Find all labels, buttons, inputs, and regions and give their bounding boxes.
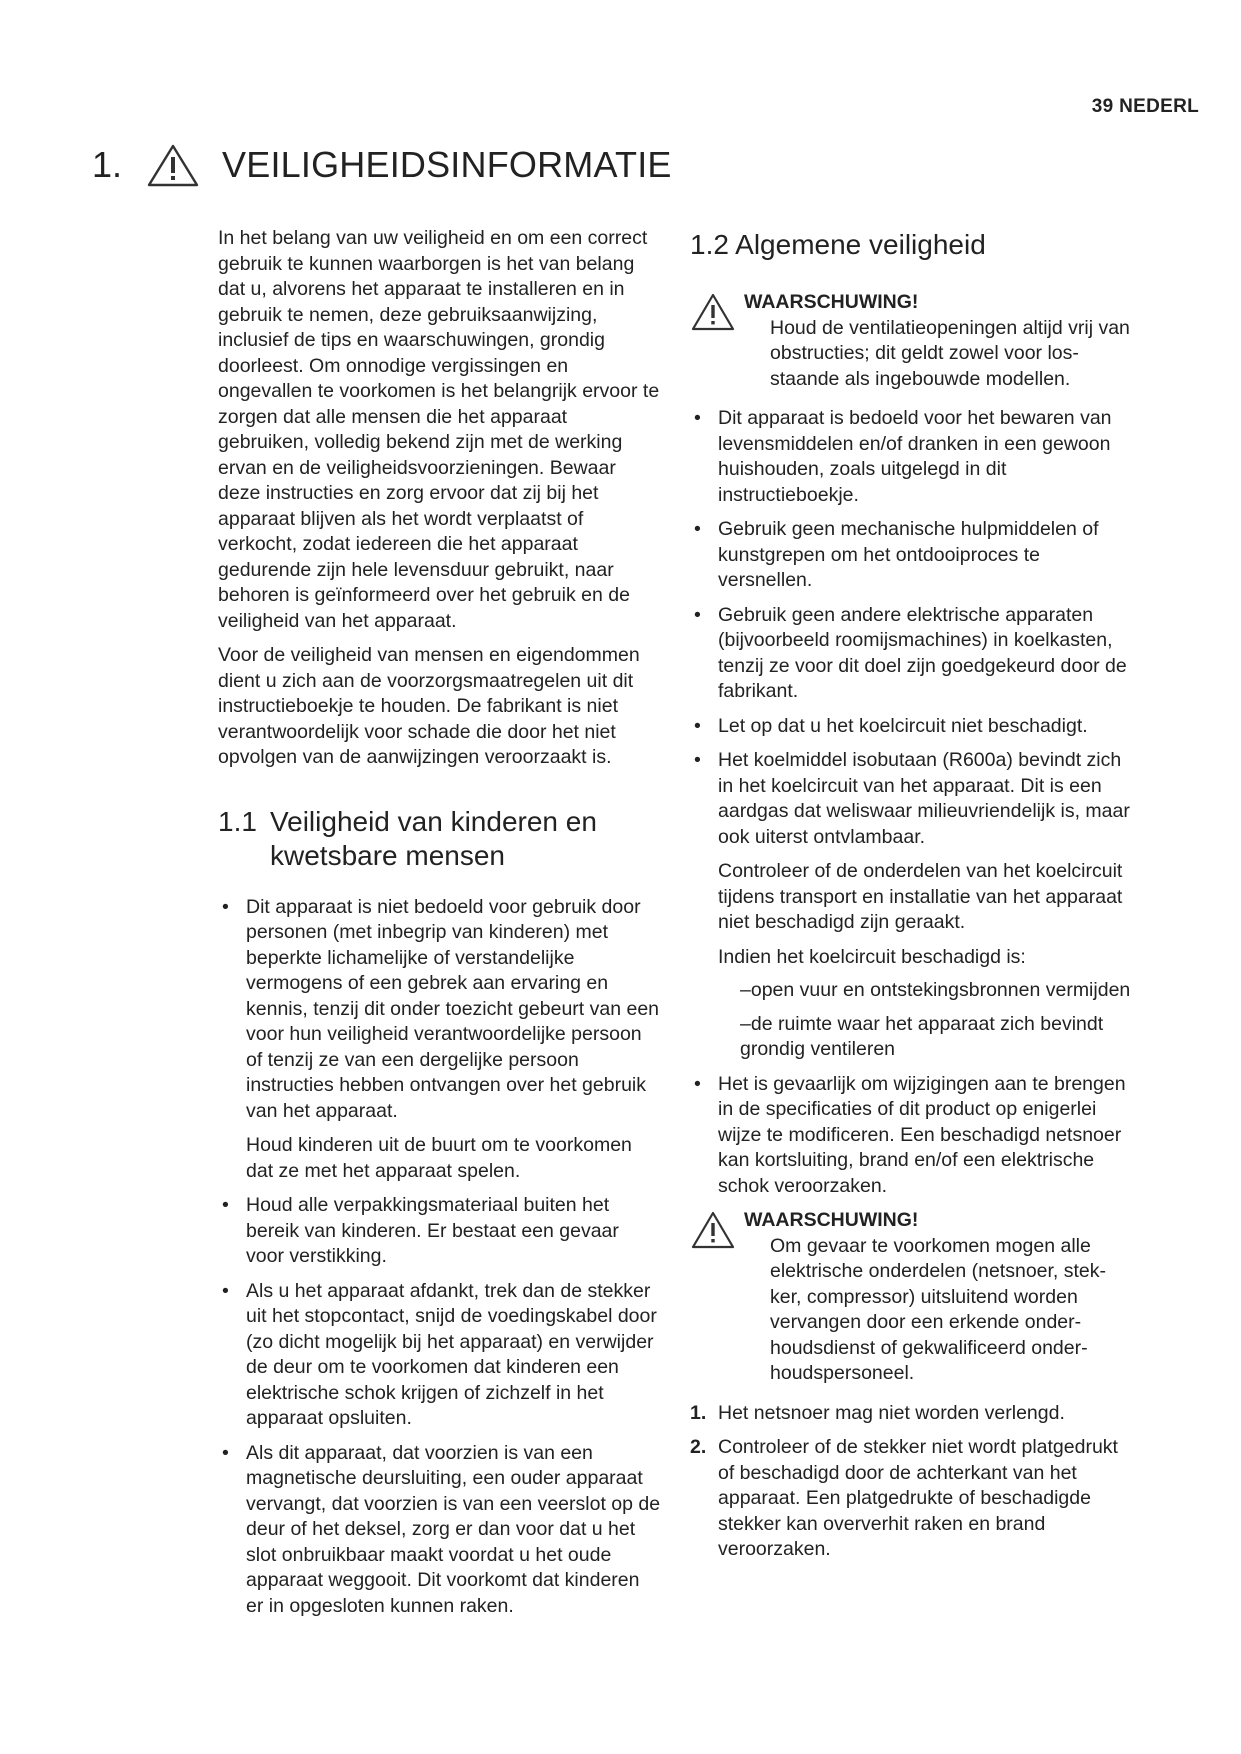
list-item: • Gebruik geen mechanische hulpmiddelen of kunstgrepen om het ontdooiproces te versnellen.	[690, 517, 1132, 594]
right-column	[690, 228, 1132, 1572]
intro-paragraph: Voor de veiligheid van mensen en eigendommen dient u zich aan de voorzorgsmaatregelen uit dit instructieboekje te houden. De fabrikant is niet verantwoordelijk voor schade die door het niet opvolgen van de aanwijzingen veroorzaakt is.	[218, 644, 640, 768]
numbered-item	[690, 1435, 1132, 1563]
warning-box	[690, 1208, 1132, 1387]
intro-paragraph: In het belang van uw veiligheid en om een correct gebruik te kunnen waarborgen is het van belang dat u, alvorens het apparaat te installeren en in gebruik te nemen, deze gebruiksaanwijzing, inclusief de tips en waarschuwingen, grondig doorleest. Om onnodige vergissingen en ongevallen te voorkomen is het belangrijk ervoor te zorgen dat alle mensen die het apparaat gebruiken, volledig bekend zijn met de werking ervan en de veiligheidsvoorzieningen. Bewaar deze instructies en zorg ervoor dat zij bij het apparaat blijven als het wordt verplaatst of verkocht, zodat iedereen die het apparaat gedurende zijn hele levensduur gebruikt, naar behoren is geïnformeerd over het gebruik en de veiligheid van het apparaat.	[218, 227, 660, 632]
list-item-subtext: Controleer of de onderdelen van het koelcircuit tijdens transport en installatie van het apparaat niet beschadigd zijn geraakt.	[718, 860, 1123, 933]
list-item: • Als dit apparaat, dat voorzien is van een magnetische deursluiting, een ouder apparaat vervangt, dat voorzien is van een veerslot op de deur of het deksel, zorg er dan voor dat u het slot onbruikbaar maakt voordat u het oude apparaat weggooit. Dit voorkomt dat kinderen er in opgesloten kunnen raken.	[218, 1441, 662, 1620]
chapter-number: 1.	[92, 144, 123, 185]
item-text: Controleer of de stekker niet wordt platgedrukt of beschadigd door de achterkant van het apparaat. Een platgedrukte of beschadigde stekker kan oververhit raken en brand veroorzaken.	[718, 1436, 1118, 1560]
warning-triangle-icon	[690, 1210, 736, 1250]
list-item: • Houd alle verpakkingsmateriaal buiten het bereik van kinderen. Er bestaat een gevaar voor verstikking.	[218, 1193, 662, 1270]
numbered-item	[690, 1401, 1132, 1427]
section-heading: 1.2 Algemene veiligheid	[690, 229, 986, 260]
section-heading	[218, 805, 662, 873]
section-number: 1.1	[218, 805, 257, 837]
warning-text: Houd de ventilatieopeningen altijd vrij van obstructies; dit geldt zowel voor los- staande als ingebouwde modellen.	[770, 316, 1130, 390]
list-item-subtext: Houd kinderen uit de buurt om te voorkomen dat ze met het apparaat spelen.	[246, 1134, 632, 1182]
list-item: • Dit apparaat is bedoeld voor het bewaren van levensmiddelen en/of dranken in een gewoon huishouden, zoals uitgelegd in dit instructieboekje.	[690, 406, 1132, 508]
warning-title: WAARSCHUWING!	[744, 1209, 919, 1231]
list-item	[218, 895, 662, 1185]
chapter-title	[92, 142, 672, 188]
dash-item: –open vuur en ontstekingsbronnen vermijden	[740, 979, 1131, 1001]
list-item: • Het is gevaarlijk om wijzigingen aan te brengen in de specificaties of dit product op enigerlei wijze te modificeren. Een beschadigd netsnoer kan kortsluiting, brand en/of een elektrische schok veroorzaken.	[690, 1072, 1132, 1200]
list-item: • Gebruik geen andere elektrische apparaten (bijvoorbeeld roomijsmachines) in koelkasten, tenzij ze voor dit doel zijn goedgekeurd door de fabrikant.	[690, 603, 1132, 705]
dash-item: –de ruimte waar het apparaat zich bevindt grondig ventileren	[740, 1012, 1104, 1060]
chapter-heading: VEILIGHEIDSINFORMATIE	[222, 144, 672, 185]
list-item: • Let op dat u het koelcircuit niet beschadigt.	[690, 714, 1132, 740]
list-item: • Als u het apparaat afdankt, trek dan de stekker uit het stopcontact, snijd de voedingskabel door (zo dicht mogelijk bij het apparaat) en verwijder de deur om te voorkomen dat kinderen een elektrische schok krijgen of zichzelf in het apparaat opsluiten.	[218, 1279, 662, 1432]
general-safety-list	[690, 406, 1132, 1199]
left-column	[218, 226, 662, 1628]
numbered-list	[690, 1401, 1132, 1563]
list-item-text: • Dit apparaat is niet bedoeld voor gebruik door personen (met inbegrip van kinderen) met beperkte lichamelijke of verstandelijke vermogens of een gebrek aan ervaring en kennis, tenzij dit onder toezicht gebeurt van een voor hun veiligheid verantwoordelijke persoon of tenzij ze van een dergelijke persoon instructies hebben ontvangen over het gebruik van het apparaat.	[246, 895, 660, 1122]
warning-title: WAARSCHUWING!	[744, 291, 919, 313]
page-header: 39 NEDERL	[1091, 96, 1199, 117]
warning-triangle-icon	[690, 292, 736, 332]
section-title: Veiligheid van kinderen en kwetsbare mensen	[270, 805, 597, 871]
item-text: Het netsnoer mag niet worden verlengd.	[718, 1401, 1065, 1424]
warning-triangle-icon	[146, 142, 200, 188]
children-safety-list	[218, 895, 662, 1620]
warning-text: Om gevaar te voorkomen mogen alle elektrische onderdelen (netsnoer, stek- ker, compressor) uitsluitend worden vervangen door een erkende onder- houdsdienst of gekwalificeerd onder- houdspersoneel.	[770, 1234, 1107, 1384]
warning-box	[690, 290, 1132, 392]
list-item	[690, 748, 1132, 1063]
list-item-text: • Het koelmiddel isobutaan (R600a) bevindt zich in het koelcircuit van het apparaat. Dit is een aardgas dat weliswaar milieuvriendelijk is, maar ook uiterst ontvlambaar.	[718, 749, 1130, 848]
item-number: 1.	[690, 1401, 707, 1424]
list-item-subtext: Indien het koelcircuit beschadigd is:	[718, 945, 1026, 968]
item-number: 2.	[690, 1436, 707, 1458]
